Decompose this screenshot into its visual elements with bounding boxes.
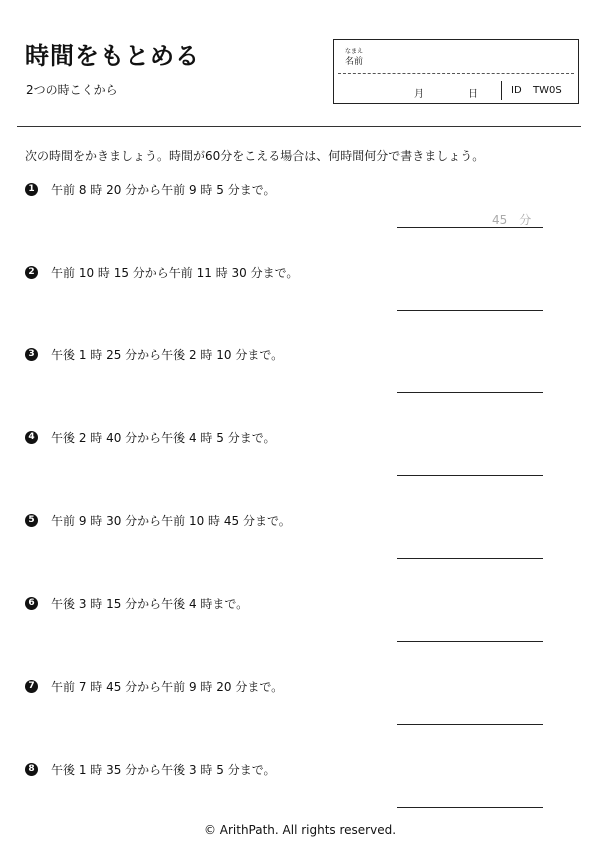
problem-text: 午後 1 時 25 分から午後 2 時 10 分まで。 <box>51 348 284 362</box>
problem-text: 午前 7 時 45 分から午前 9 時 20 分まで。 <box>51 680 284 694</box>
id-label: ID <box>511 85 522 96</box>
page-title: 時間をもとめる <box>25 42 200 70</box>
id-value: TW0S <box>533 85 562 96</box>
name-box <box>333 39 579 104</box>
answer-line[interactable] <box>397 475 543 476</box>
problem-item <box>25 263 555 323</box>
day-label: 日 <box>468 89 478 100</box>
header-rule <box>17 126 581 127</box>
month-label: 月 <box>414 89 424 100</box>
name-label: 名前 <box>345 57 364 67</box>
answer-line[interactable] <box>397 227 543 228</box>
answer-line[interactable] <box>397 807 543 808</box>
problem-item <box>25 760 555 820</box>
problem-number: 4 <box>25 431 38 444</box>
answer-line[interactable] <box>397 392 543 393</box>
copyright-footer: © ArithPath. All rights reserved. <box>203 823 397 837</box>
id-divider <box>501 81 502 100</box>
answer-line[interactable] <box>397 641 543 642</box>
problem-item <box>25 677 555 737</box>
problem-item <box>25 428 555 488</box>
problem-text: 午前 9 時 30 分から午前 10 時 45 分まで。 <box>51 514 291 528</box>
name-dashed-line <box>338 73 574 74</box>
problem-text: 午後 2 時 40 分から午後 4 時 5 分まで。 <box>51 431 276 445</box>
name-furigana: なまえ <box>345 48 364 55</box>
answer-line[interactable] <box>397 558 543 559</box>
problem-number: 1 <box>25 183 38 196</box>
answer-line[interactable] <box>397 724 543 725</box>
problem-number: 8 <box>25 763 38 776</box>
problem-number: 7 <box>25 680 38 693</box>
problem-text: 午後 1 時 35 分から午後 3 時 5 分まで。 <box>51 763 276 777</box>
problem-number: 6 <box>25 597 38 610</box>
problem-text: 午前 8 時 20 分から午前 9 時 5 分まで。 <box>51 183 276 197</box>
problem-text: 午後 3 時 15 分から午後 4 時まで。 <box>51 597 249 611</box>
page-subtitle: 2つの時こくから <box>26 83 118 97</box>
problem-number: 3 <box>25 348 38 361</box>
instruction-text: 次の時間をかきましょう。時間が60分をこえる場合は、何時間何分で書きましょう。 <box>25 149 485 163</box>
problem-number: 2 <box>25 266 38 279</box>
problem-text: 午前 10 時 15 分から午前 11 時 30 分まで。 <box>51 266 299 280</box>
problem-item <box>25 345 555 405</box>
problem-number: 5 <box>25 514 38 527</box>
example-answer: 45 分 <box>492 213 532 227</box>
problem-item <box>25 511 555 571</box>
problem-item <box>25 594 555 654</box>
problem-item <box>25 180 555 240</box>
answer-line[interactable] <box>397 310 543 311</box>
